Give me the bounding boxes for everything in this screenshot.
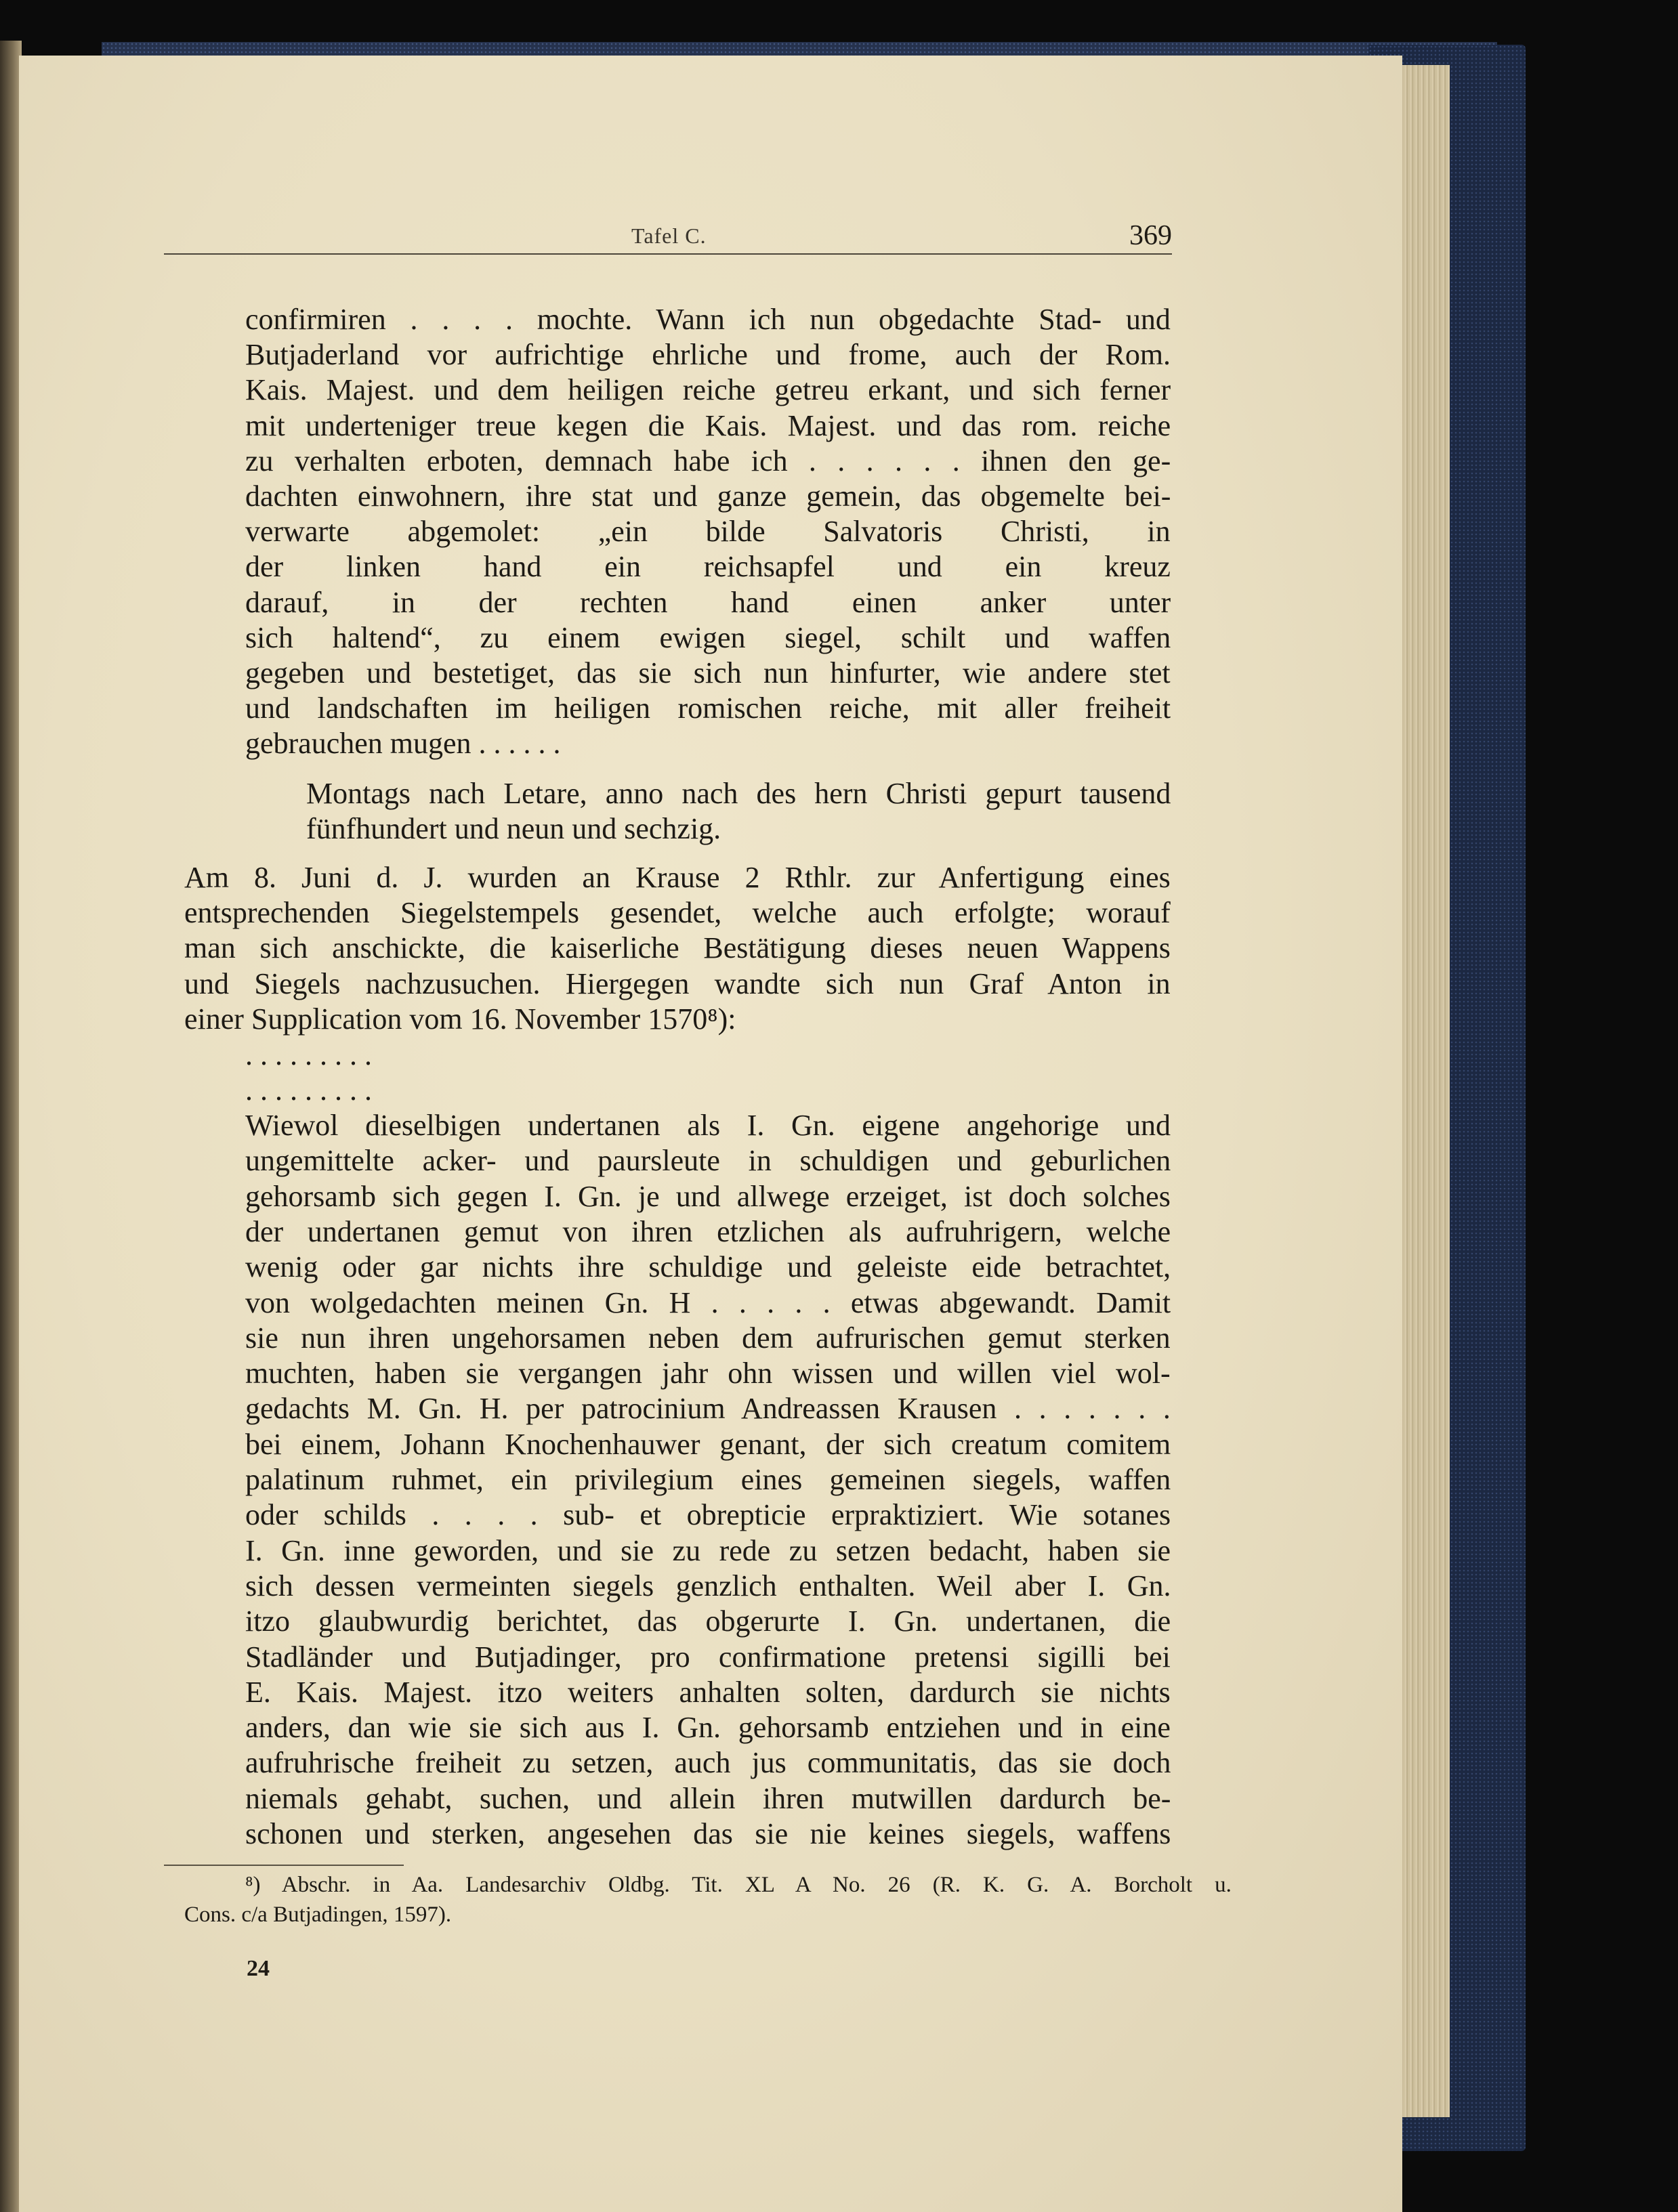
text-line: I. Gn. inne geworden, und sie zu rede zu setzen bedacht, haben sie	[245, 1533, 1171, 1567]
header-rule	[164, 253, 1172, 255]
text-line: der linken hand ein reichsapfel und ein kreuz	[245, 550, 1171, 584]
text-line: von wolgedachten meinen Gn. H . . . . . etwas abgewandt. Damit	[245, 1285, 1171, 1319]
text-line: entsprechenden Siegelstempels gesendet, welche auch erfolgte; worauf	[184, 896, 1171, 930]
text-line: Kais. Majest. und dem heiligen reiche getreu erkant, und sich ferner	[245, 373, 1171, 407]
text-line: . . . . . . . . .	[245, 1038, 372, 1071]
text-line: ungemittelte acker- und paursleute in schuldigen und geburlichen	[245, 1144, 1171, 1178]
text-line: gebrauchen mugen . . . . . .	[245, 727, 561, 761]
text-line: palatinum ruhmet, ein privilegium eines gemeinen siegels, waffen	[245, 1463, 1171, 1496]
text-line: oder schilds . . . . sub- et obrepticie erpraktiziert. Wie sotanes	[245, 1498, 1171, 1532]
text-line: gedachts M. Gn. H. per patrocinium Andreassen Krausen . . . . . . .	[245, 1392, 1171, 1426]
text-line: itzo glaubwurdig berichtet, das obgerurte I. Gn. undertanen, die	[245, 1604, 1171, 1638]
text-line: sich dessen vermeinten siegels genzlich enthalten. Weil aber I. Gn.	[245, 1569, 1171, 1602]
signature-mark: 24	[247, 1956, 270, 1981]
text-line: dachten einwohnern, ihre stat und ganze gemein, das obgemelte bei-	[245, 480, 1171, 513]
text-line: gegeben und bestetiget, das sie sich nun hinfurter, wie andere stet	[245, 656, 1171, 689]
text-line: anders, dan wie sie sich aus I. Gn. gehorsamb entziehen und in eine	[245, 1711, 1171, 1745]
text-line: Montags nach Letare, anno nach des hern Christi gepurt tausend	[306, 777, 1171, 810]
text-line: einer Supplication vom 16. November 1570⁸):	[184, 1002, 736, 1036]
text-line: niemals gehabt, suchen, und allein ihren mutwillen dardurch be-	[245, 1781, 1171, 1815]
text-line: Wiewol dieselbigen undertanen als I. Gn. eigene angehorige und	[245, 1109, 1171, 1142]
text-line: gehorsamb sich gegen I. Gn. je und allwege erzeiget, ist doch solches	[245, 1179, 1171, 1213]
text-line: zu verhalten erboten, demnach habe ich . . . . . . ihnen den ge-	[245, 444, 1171, 477]
text-line: . . . . . . . . .	[245, 1073, 372, 1107]
page-number: 369	[1129, 220, 1172, 251]
text-line: sich haltend“, zu einem ewigen siegel, schilt und waffen	[245, 620, 1171, 654]
text-line: der undertanen gemut von ihren etzlichen als aufruhrigern, welche	[245, 1214, 1171, 1248]
text-line: verwarte abgemolet: „ein bilde Salvatoris Christi, in	[245, 515, 1171, 549]
text-line: confirmiren . . . . mochte. Wann ich nun obgedachte Stad- und	[245, 303, 1171, 336]
text-line: aufruhrische freiheit zu setzen, auch jus communitatis, das sie doch	[245, 1746, 1171, 1780]
running-header	[164, 168, 1172, 255]
running-title: Tafel C.	[631, 224, 707, 248]
text-line: man sich anschickte, die kaiserliche Bestätigung dieses neuen Wappens	[184, 931, 1171, 965]
text-line: fünfhundert und neun und sechzig.	[306, 812, 721, 845]
text-line: Butjaderland vor aufrichtige ehrliche und frome, auch der Rom.	[245, 338, 1171, 372]
text-line: Stadländer und Butjadinger, pro confirmatione pretensi sigilli bei	[245, 1640, 1171, 1674]
text-line: ⁸) Abschr. in Aa. Landesarchiv Oldbg. Tit. XL A No. 26 (R. K. G. A. Borcholt u.	[245, 1873, 1232, 1897]
text-line: und landschaften im heiligen romischen reiche, mit aller freiheit	[245, 692, 1171, 725]
text-line: mit underteniger treue kegen die Kais. Majest. und das rom. reiche	[245, 408, 1171, 442]
text-line: und Siegels nachzusuchen. Hiergegen wandte sich nun Graf Anton in	[184, 966, 1171, 1000]
footnote-rule	[164, 1865, 404, 1866]
text-line: darauf, in der rechten hand einen anker unter	[245, 585, 1171, 619]
text-line: Cons. c/a Butjadingen, 1597).	[184, 1902, 452, 1927]
text-line: bei einem, Johann Knochenhauwer genant, der sich creatum comitem	[245, 1427, 1171, 1461]
text-line: wenig oder gar nichts ihre schuldige und geleiste eide betrachtet,	[245, 1250, 1171, 1284]
text-line: E. Kais. Majest. itzo weiters anhalten solten, dardurch sie nichts	[245, 1675, 1171, 1709]
text-line: schonen und sterken, angesehen das sie nie keines siegels, waffens	[245, 1817, 1171, 1850]
text-line: Am 8. Juni d. J. wurden an Krause 2 Rthlr. zur Anfertigung eines	[184, 861, 1171, 894]
text-line: muchten, haben sie vergangen jahr ohn wissen und willen viel wol-	[245, 1357, 1171, 1390]
text-line: sie nun ihren ungehorsamen neben dem aufrurischen gemut sterken	[245, 1321, 1171, 1355]
